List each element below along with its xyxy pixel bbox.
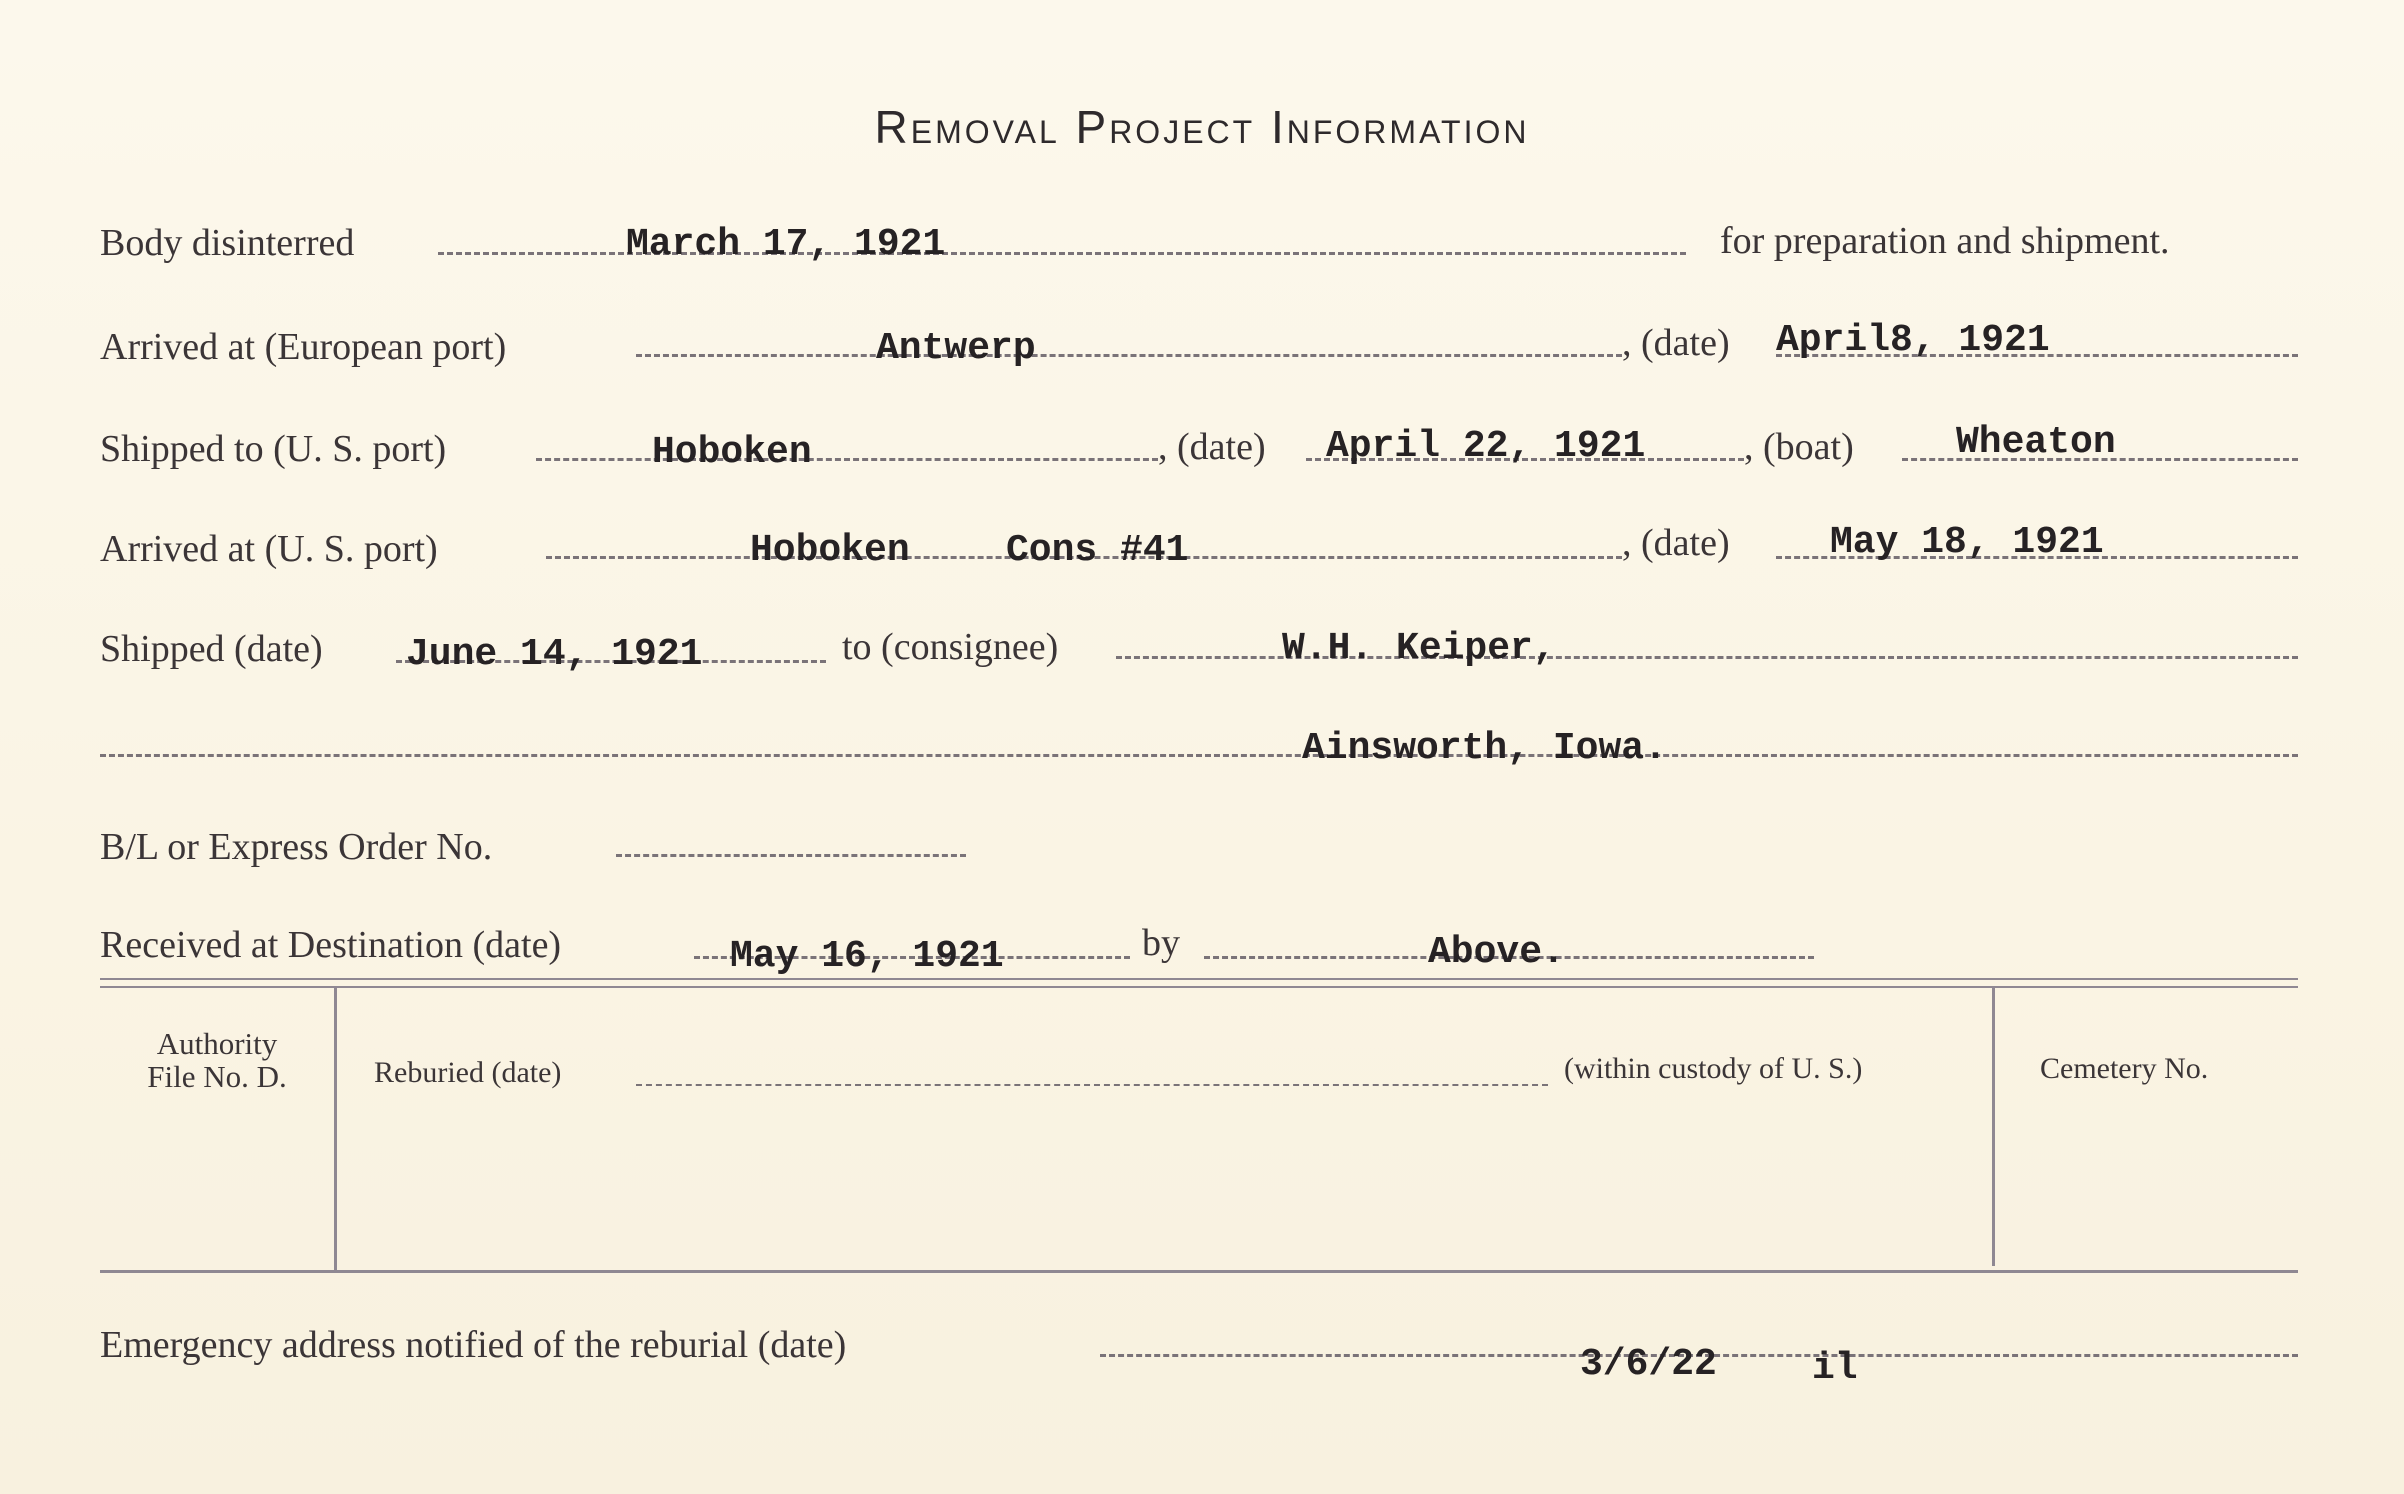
arrived-us-date-label: , (date): [1622, 522, 1730, 564]
reburied-line: [636, 1084, 1548, 1086]
reburied-label: Reburied (date): [374, 1056, 562, 1089]
body-disinterred-label: Body disinterred: [100, 222, 355, 264]
received-by-label: by: [1142, 922, 1180, 964]
received-by-value: Above.: [1428, 931, 1565, 974]
emergency-initials-value: il: [1812, 1347, 1858, 1390]
custody-label: (within custody of U. S.): [1564, 1052, 1863, 1085]
received-date-value: May 16, 1921: [730, 935, 1004, 978]
shipped-us-date-value: April 22, 1921: [1326, 425, 1646, 468]
boat-value: Wheaton: [1956, 421, 2116, 464]
arrived-us-cons-value: Cons #41: [1006, 529, 1189, 572]
received-label: Received at Destination (date): [100, 924, 562, 966]
bl-label: B/L or Express Order No.: [100, 826, 493, 868]
table-top-rule: [100, 978, 2298, 980]
table-top-rule-inner: [100, 986, 2298, 988]
table-bottom-rule: [100, 1270, 2298, 1273]
body-disinterred-suffix: for preparation and shipment.: [1720, 220, 2170, 262]
shipped-date-value: June 14, 1921: [406, 633, 703, 676]
body-disinterred-value: March 17, 1921: [626, 223, 946, 266]
table-divider-right: [1992, 988, 1995, 1266]
arrived-european-value: Antwerp: [876, 327, 1036, 370]
shipped-us-line: [536, 458, 1158, 461]
consignee-address-line: [100, 754, 2298, 757]
consignee-address-value: Ainsworth, Iowa.: [1302, 727, 1667, 770]
shipped-us-value: Hoboken: [652, 431, 812, 474]
arrived-european-date-label: , (date): [1622, 322, 1730, 364]
arrived-european-line: [636, 354, 1622, 357]
bl-line: [616, 854, 966, 857]
cemetery-label: Cemetery No.: [2040, 1052, 2209, 1085]
arrived-european-date-value: April8, 1921: [1776, 319, 2050, 362]
boat-label: , (boat): [1744, 426, 1854, 468]
shipped-us-date-label: , (date): [1158, 426, 1266, 468]
authority-label-line2: File No. D.: [147, 1058, 287, 1094]
emergency-label: Emergency address notified of the reburial (date): [100, 1324, 847, 1366]
arrived-us-date-value: May 18, 1921: [1830, 521, 2104, 564]
arrived-european-label: Arrived at (European port): [100, 326, 507, 368]
table-divider-left: [334, 988, 337, 1270]
authority-label-line1: Authority: [156, 1026, 278, 1061]
emergency-date-value: 3/6/22: [1580, 1343, 1717, 1386]
shipped-us-label: Shipped to (U. S. port): [100, 428, 447, 470]
arrived-us-label: Arrived at (U. S. port): [100, 528, 438, 570]
form-title: Removal Project Information: [874, 101, 1530, 153]
consignee-name-value: W.H. Keiper,: [1282, 627, 1556, 670]
shipped-date-label: Shipped (date): [100, 628, 323, 670]
consignee-label: to (consignee): [842, 626, 1059, 668]
authority-file-label: [104, 1028, 330, 1093]
arrived-us-port-value: Hoboken: [750, 529, 910, 572]
